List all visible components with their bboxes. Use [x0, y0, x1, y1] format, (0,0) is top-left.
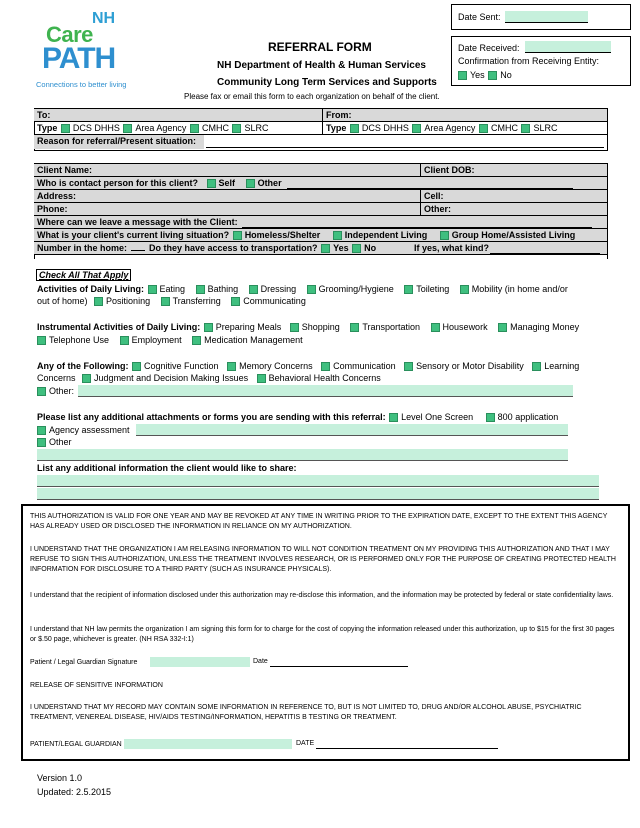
any-judgment-checkbox[interactable] [82, 374, 91, 383]
message-row [34, 216, 608, 229]
contact-self-checkbox[interactable] [207, 179, 216, 188]
release-heading: RELEASE OF SENSITIVE INFORMATION [30, 682, 163, 689]
iadl-line-2: Telephone Use Employment Medication Management [37, 335, 303, 346]
any-communication-checkbox[interactable] [321, 362, 330, 371]
adl-line-2: out of home) Positioning Transferring Communicating [37, 296, 306, 306]
to-cell[interactable]: To: [34, 109, 322, 121]
contact-row [34, 177, 608, 190]
guardian-date-field[interactable] [316, 739, 498, 749]
adl-eating-checkbox[interactable] [148, 285, 157, 294]
adl-communicating-checkbox[interactable] [231, 297, 240, 306]
attach-other-field[interactable] [37, 449, 568, 461]
confirmation-label: Confirmation from Receiving Entity: [458, 56, 600, 66]
adl-line-1: Activities of Daily Living: Eating Bathing Dressing Grooming/Hygiene Toileting Mobility (in home and/or [37, 284, 568, 294]
auth-paragraph-2: I UNDERSTAND THAT THE ORGANIZATION I AM RELEASING INFORMATION TO WILL NOT CONDITION TREATMENT ON MY PROVIDING THIS AUTHORIZATION AND THAT I MAY REFUSE TO SIGN THIS AUTHORIZATION, UNLESS THE TREATMENT INVOLVES RESEARCH, OR IS PERFORMED ONLY FOR THE PURPOSE OF CREATING PROTECTED HEALTH INFORMATION FOR DISCLOSURE TO A THIRD PARTY (SUCH AS INSURANCE PHYSICALS). [30, 546, 616, 573]
any-learning-checkbox[interactable] [532, 362, 541, 371]
date-sent-label: Date Sent: [458, 12, 501, 22]
to-from-row [34, 109, 608, 122]
program-name: Community Long Term Services and Supports [217, 77, 437, 88]
living-group-home-checkbox[interactable] [440, 231, 449, 240]
living-independent-checkbox[interactable] [333, 231, 342, 240]
address-cell[interactable]: Address: [34, 190, 420, 202]
iadl-money-checkbox[interactable] [498, 323, 507, 332]
auth-paragraph-1: THIS AUTHORIZATION IS VALID FOR ONE YEAR AND MAY BE REVOKED AT ANY TIME IN WRITING PRIOR TO THE EXPIRATION DATE, EXCEPT TO THE EXTENT THIS AGENCY HAS ALREADY USED OR DISCLOSED THE INFORMATION IN RELIANCE ON MY AUTHORIZATION. [30, 513, 608, 530]
iadl-line-1: Instrumental Activities of Daily Living: Preparing Meals Shopping Transportation Housework Managing Money [37, 322, 580, 332]
contact-other-checkbox[interactable] [246, 179, 255, 188]
attach-level-one-checkbox[interactable] [389, 413, 398, 422]
updated-date: Updated: 2.5.2015 [37, 787, 112, 797]
other-phone-cell[interactable]: Other: [421, 203, 607, 215]
iadl-telephone-checkbox[interactable] [37, 336, 46, 345]
any-behavioral-checkbox[interactable] [257, 374, 266, 383]
from-type-slrc-checkbox[interactable] [521, 124, 530, 133]
confirm-yes-label: Yes [470, 70, 485, 80]
confirm-no-checkbox[interactable] [488, 71, 497, 80]
attach-agency-field[interactable] [136, 424, 568, 436]
logo-care: Care [46, 22, 93, 47]
living-row [34, 229, 608, 242]
check-all-heading: Check All That Apply [36, 269, 131, 281]
iadl-shopping-checkbox[interactable] [290, 323, 299, 332]
any-cognitive-checkbox[interactable] [132, 362, 141, 371]
reason-label: Reason for referral/Present situation: [34, 135, 204, 149]
form-title: REFERRAL FORM [268, 40, 372, 54]
date-received-label: Date Received: [458, 43, 520, 53]
phone-cell[interactable]: Phone: [34, 203, 420, 215]
guardian-label: PATIENT/LEGAL GUARDIAN [30, 741, 122, 748]
home-cell: Number in the home: Do they have access to transportation? Yes No [34, 242, 607, 254]
adl-grooming-checkbox[interactable] [307, 285, 316, 294]
contact-other-field[interactable] [287, 179, 573, 189]
attach-other-checkbox[interactable] [37, 438, 46, 447]
iadl-meals-checkbox[interactable] [204, 323, 213, 332]
from-cell[interactable]: From: [323, 109, 607, 121]
logo [36, 8, 140, 92]
any-line-1: Any of the Following: Cognitive Function Memory Concerns Communication Sensory or Motor Disability Learning [37, 361, 580, 371]
adl-dressing-checkbox[interactable] [249, 285, 258, 294]
adl-transferring-checkbox[interactable] [161, 297, 170, 306]
transport-kind-label: If yes, what kind? [414, 243, 490, 253]
any-line-3: Other: [37, 386, 74, 397]
from-type-dcs-checkbox[interactable] [350, 124, 359, 133]
auth-paragraph-3: I understand that the recipient of information disclosed under this authorization may re-disclose this information, and the information may be protected by federal or state confidentiality laws. [30, 592, 614, 599]
iadl-transportation-checkbox[interactable] [350, 323, 359, 332]
to-type-dcs-checkbox[interactable] [61, 124, 70, 133]
any-memory-checkbox[interactable] [227, 362, 236, 371]
any-other-checkbox[interactable] [37, 387, 46, 396]
additional-info-label: List any additional information the client would like to share: [37, 463, 297, 473]
phone-row [34, 203, 608, 216]
reason-field[interactable] [206, 137, 604, 148]
confirm-yes-checkbox[interactable] [458, 71, 467, 80]
adl-mobility-checkbox[interactable] [460, 285, 469, 294]
to-type-cmhc-checkbox[interactable] [190, 124, 199, 133]
date-sent-field[interactable] [505, 11, 588, 23]
client-name-row [34, 164, 608, 177]
living-cell: What is your client's current living situation? Homeless/Shelter Independent Living Group Home/Assisted Living [34, 229, 607, 241]
reason-row [34, 135, 608, 151]
logo-path: PATH [42, 42, 116, 75]
auth-paragraph-5: I UNDERSTAND THAT MY RECORD MAY CONTAIN SOME INFORMATION IN REFERENCE TO, BUT IS NOT LIMITED TO, DRUG AND/OR ALCOHOL ABUSE, PSYCHIATRIC TREATMENT, VENEREAL DISEASE, HIV/AIDS TESTING/INFORMATION, HEPATITIS B TESTING OR TREATMENT. [30, 704, 582, 721]
iadl-medication-checkbox[interactable] [192, 336, 201, 345]
date-received-field[interactable] [525, 41, 611, 53]
from-type-cmhc-checkbox[interactable] [479, 124, 488, 133]
transport-no-checkbox[interactable] [352, 244, 361, 253]
additional-info-field-2[interactable] [37, 488, 599, 500]
date-sent-box [451, 4, 631, 30]
signature-date-field[interactable] [270, 657, 408, 667]
signature-date-label: Date [253, 658, 268, 665]
home-row [34, 242, 608, 255]
adl-positioning-checkbox[interactable] [94, 297, 103, 306]
contact-cell: Who is contact person for this client? Self Other [34, 177, 607, 189]
confirmation-options [458, 70, 512, 81]
dept-name: NH Department of Health & Human Services [217, 60, 426, 71]
from-type-area-checkbox[interactable] [412, 124, 421, 133]
any-sensory-checkbox[interactable] [404, 362, 413, 371]
address-row [34, 190, 608, 203]
adl-bathing-checkbox[interactable] [196, 285, 205, 294]
transport-kind-field[interactable] [490, 244, 600, 254]
logo-tagline: Connections to better living [36, 80, 127, 89]
version: Version 1.0 [37, 773, 83, 783]
living-homeless-checkbox[interactable] [233, 231, 242, 240]
to-type-area-checkbox[interactable] [123, 124, 132, 133]
logo-nh: NH [92, 10, 116, 27]
date-received-box [451, 36, 631, 86]
attach-line-3: Other [37, 437, 72, 448]
instruction: Please fax or email this form to each organization on behalf of the client. [184, 92, 440, 101]
to-type-slrc-checkbox[interactable] [232, 124, 241, 133]
transport-yes-checkbox[interactable] [321, 244, 330, 253]
any-line-2: Concerns Judgment and Decision Making Issues Behavioral Health Concerns [37, 373, 381, 383]
cell-phone-cell[interactable]: Cell: [421, 190, 607, 202]
iadl-housework-checkbox[interactable] [431, 323, 440, 332]
attach-agency-checkbox[interactable] [37, 426, 46, 435]
any-other-field[interactable] [78, 385, 573, 397]
signature-label: Patient / Legal Guardian Signature [30, 659, 138, 666]
message-cell: Where can we leave a message with the Client: [34, 216, 607, 228]
attach-line-2: Agency assessment [37, 425, 130, 436]
confirm-no-label: No [500, 70, 512, 80]
adl-toileting-checkbox[interactable] [404, 285, 413, 294]
guardian-signature-field[interactable] [124, 739, 292, 749]
additional-info-field-1[interactable] [37, 475, 599, 487]
auth-paragraph-4: I understand that NH law permits the organization I am signing this form for to charge for the cost of copying the information released under this authorization, up to $15 for the first 30 pages or $.50 page, whichever is greater. (NH RSA 332-I:1) [30, 626, 615, 643]
message-field[interactable] [242, 218, 592, 228]
type-row: Type DCS DHHS Area Agency CMHC SLRC Type DCS DHHS Area Agency CMHC SLRC [34, 122, 608, 135]
iadl-employment-checkbox[interactable] [120, 336, 129, 345]
attach-line-1: Please list any additional attachments or forms you are sending with this referral: Level One Screen 800 application [37, 412, 559, 422]
client-dob-cell[interactable]: Client DOB: [421, 164, 607, 176]
guardian-date-label: DATE [296, 740, 315, 747]
client-name-cell[interactable]: Client Name: [34, 164, 420, 176]
attach-800-checkbox[interactable] [486, 413, 495, 422]
signature-field[interactable] [150, 657, 250, 667]
